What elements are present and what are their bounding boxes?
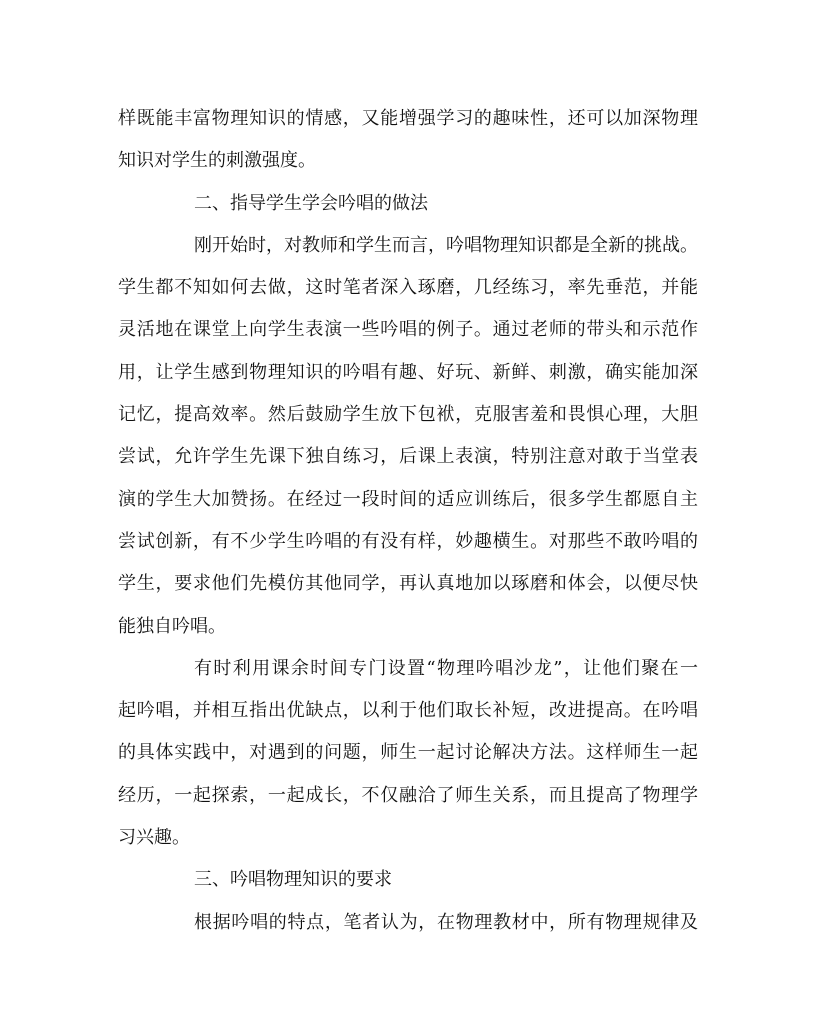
- text-line: 样既能丰富物理知识的情感，又能增强学习的趣味性，还可以加深物理: [118, 108, 698, 129]
- text-line: 尝试创新，有不少学生吟唱的有没有样，妙趣横生。对那些不敢吟唱的: [118, 530, 698, 552]
- text-line: 知识对学生的刺激强度。: [118, 150, 316, 172]
- text-line: 习兴趣。: [118, 827, 190, 849]
- text-line: 能独自吟唱。: [118, 615, 226, 637]
- section-heading: 三、吟唱物理知识的要求: [194, 869, 392, 891]
- body-text: [118, 98, 698, 944]
- text-line: 的具体实践中，对遇到的问题，师生一起讨论解决方法。这样师生一起: [118, 742, 698, 764]
- text-line: 刚开始时，对教师和学生而言，吟唱物理知识都是全新的挑战。: [194, 234, 698, 256]
- text-line: 尝试，允许学生先课下独自练习，后课上表演，特别注意对敢于当堂表: [118, 446, 698, 468]
- text-line: 起吟唱，并相互指出优缺点，以利于他们取长补短，改进提高。在吟唱: [118, 700, 698, 722]
- section-heading: 二、指导学生学会吟唱的做法: [194, 192, 428, 214]
- text-line: 有时利用课余时间专门设置“物理吟唱沙龙”，让他们聚在一: [194, 657, 698, 679]
- text-line: 学生都不知如何去做，这时笔者深入琢磨，几经练习，率先垂范，并能: [118, 277, 698, 299]
- text-line: 用，让学生感到物理知识的吟唱有趣、好玩、新鲜、刺激，确实能加深: [118, 361, 698, 383]
- text-line: 灵活地在课堂上向学生表演一些吟唱的例子。通过老师的带头和示范作: [118, 319, 698, 341]
- text-line: 学生，要求他们先模仿其他同学，再认真地加以琢磨和体会，以便尽快: [118, 573, 698, 595]
- text-line: 演的学生大加赞扬。在经过一段时间的适应训练后，很多学生都愿自主: [118, 488, 698, 510]
- text-line: 经历，一起探索，一起成长，不仅融洽了师生关系，而且提高了物理学: [118, 784, 698, 806]
- text-line: 记忆，提高效率。然后鼓励学生放下包袱，克服害羞和畏惧心理，大胆: [118, 404, 698, 426]
- text-line: 根据吟唱的特点，笔者认为，在物理教材中，所有物理规律及: [194, 911, 698, 933]
